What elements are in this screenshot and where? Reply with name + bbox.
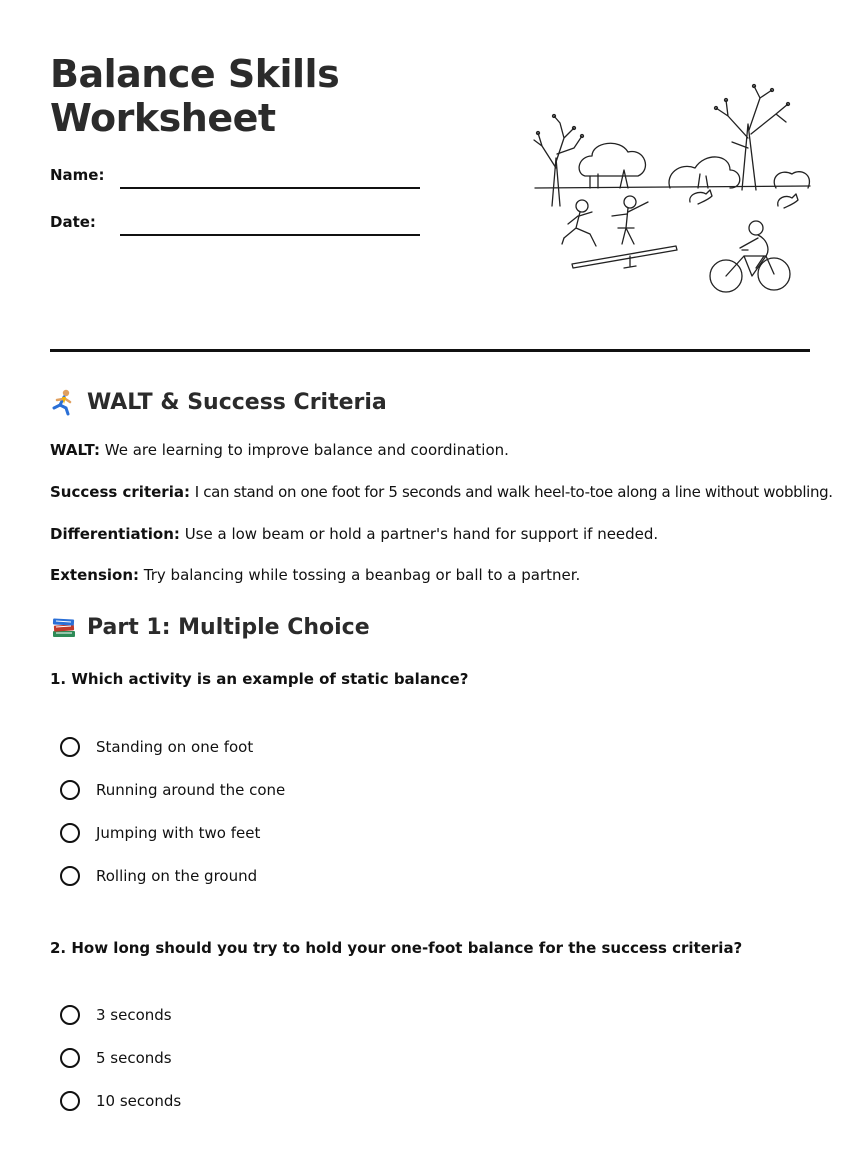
option-label: Standing on one foot	[96, 738, 254, 756]
extension-item	[50, 566, 580, 584]
radio-button[interactable]	[60, 1048, 80, 1068]
radio-button[interactable]	[60, 1005, 80, 1025]
question-1: 1. Which activity is an example of static balance?	[50, 670, 469, 688]
q2-option[interactable]	[60, 1005, 172, 1025]
title-line-1: Balance Skills	[50, 52, 340, 96]
radio-button[interactable]	[60, 823, 80, 843]
right-tree	[715, 85, 810, 191]
differentiation-text: Use a low beam or hold a partner's hand for support if needed.	[184, 525, 659, 543]
option-label: Jumping with two feet	[96, 824, 261, 842]
part1-heading	[50, 613, 370, 641]
walt-heading	[50, 388, 387, 416]
walt-heading-text: WALT & Success Criteria	[87, 389, 387, 415]
radio-button[interactable]	[60, 780, 80, 800]
title-line-2: Worksheet	[50, 96, 276, 140]
q1-option[interactable]	[60, 737, 253, 757]
success-criteria-label: Success criteria:	[50, 483, 190, 501]
park-balance-illustration	[530, 78, 820, 298]
q1-option[interactable]	[60, 780, 285, 800]
q1-option[interactable]	[60, 866, 257, 886]
extension-text: Try balancing while tossing a beanbag or ball to a partner.	[143, 566, 581, 584]
success-criteria-item	[50, 483, 833, 501]
radio-button[interactable]	[60, 737, 80, 757]
differentiation-item	[50, 525, 658, 543]
header-divider	[50, 349, 810, 352]
extension-label: Extension:	[50, 566, 139, 584]
q2-option[interactable]	[60, 1091, 181, 1111]
date-label: Date:	[50, 213, 96, 231]
differentiation-label: Differentiation:	[50, 525, 180, 543]
option-label: 3 seconds	[96, 1006, 172, 1024]
name-label: Name:	[50, 166, 105, 184]
q1-option[interactable]	[60, 823, 260, 843]
left-tree	[534, 115, 584, 207]
walt-item-text: We are learning to improve balance and coordination.	[104, 441, 509, 459]
question-2: 2. How long should you try to hold your one-foot balance for the success criteria?	[50, 939, 743, 957]
option-label: 5 seconds	[96, 1049, 172, 1067]
worksheet-title	[50, 52, 380, 140]
part1-heading-text: Part 1: Multiple Choice	[87, 614, 370, 640]
walt-item	[50, 441, 509, 459]
option-label: Rolling on the ground	[96, 867, 258, 885]
bushy-trees	[579, 143, 740, 188]
walt-item-label: WALT:	[50, 441, 100, 459]
option-label: 10 seconds	[96, 1092, 182, 1110]
running-child	[562, 200, 596, 246]
q2-option[interactable]	[60, 1048, 172, 1068]
success-criteria-text: I can stand on one foot for 5 seconds and walk heel-to-toe along a line without wobbling.	[194, 483, 833, 501]
runner-icon	[50, 388, 78, 416]
option-label: Running around the cone	[96, 781, 286, 799]
date-field[interactable]	[120, 234, 420, 236]
cyclist	[710, 221, 790, 292]
radio-button[interactable]	[60, 1091, 80, 1111]
books-icon	[50, 613, 78, 641]
radio-button[interactable]	[60, 866, 80, 886]
name-field[interactable]	[120, 187, 420, 189]
